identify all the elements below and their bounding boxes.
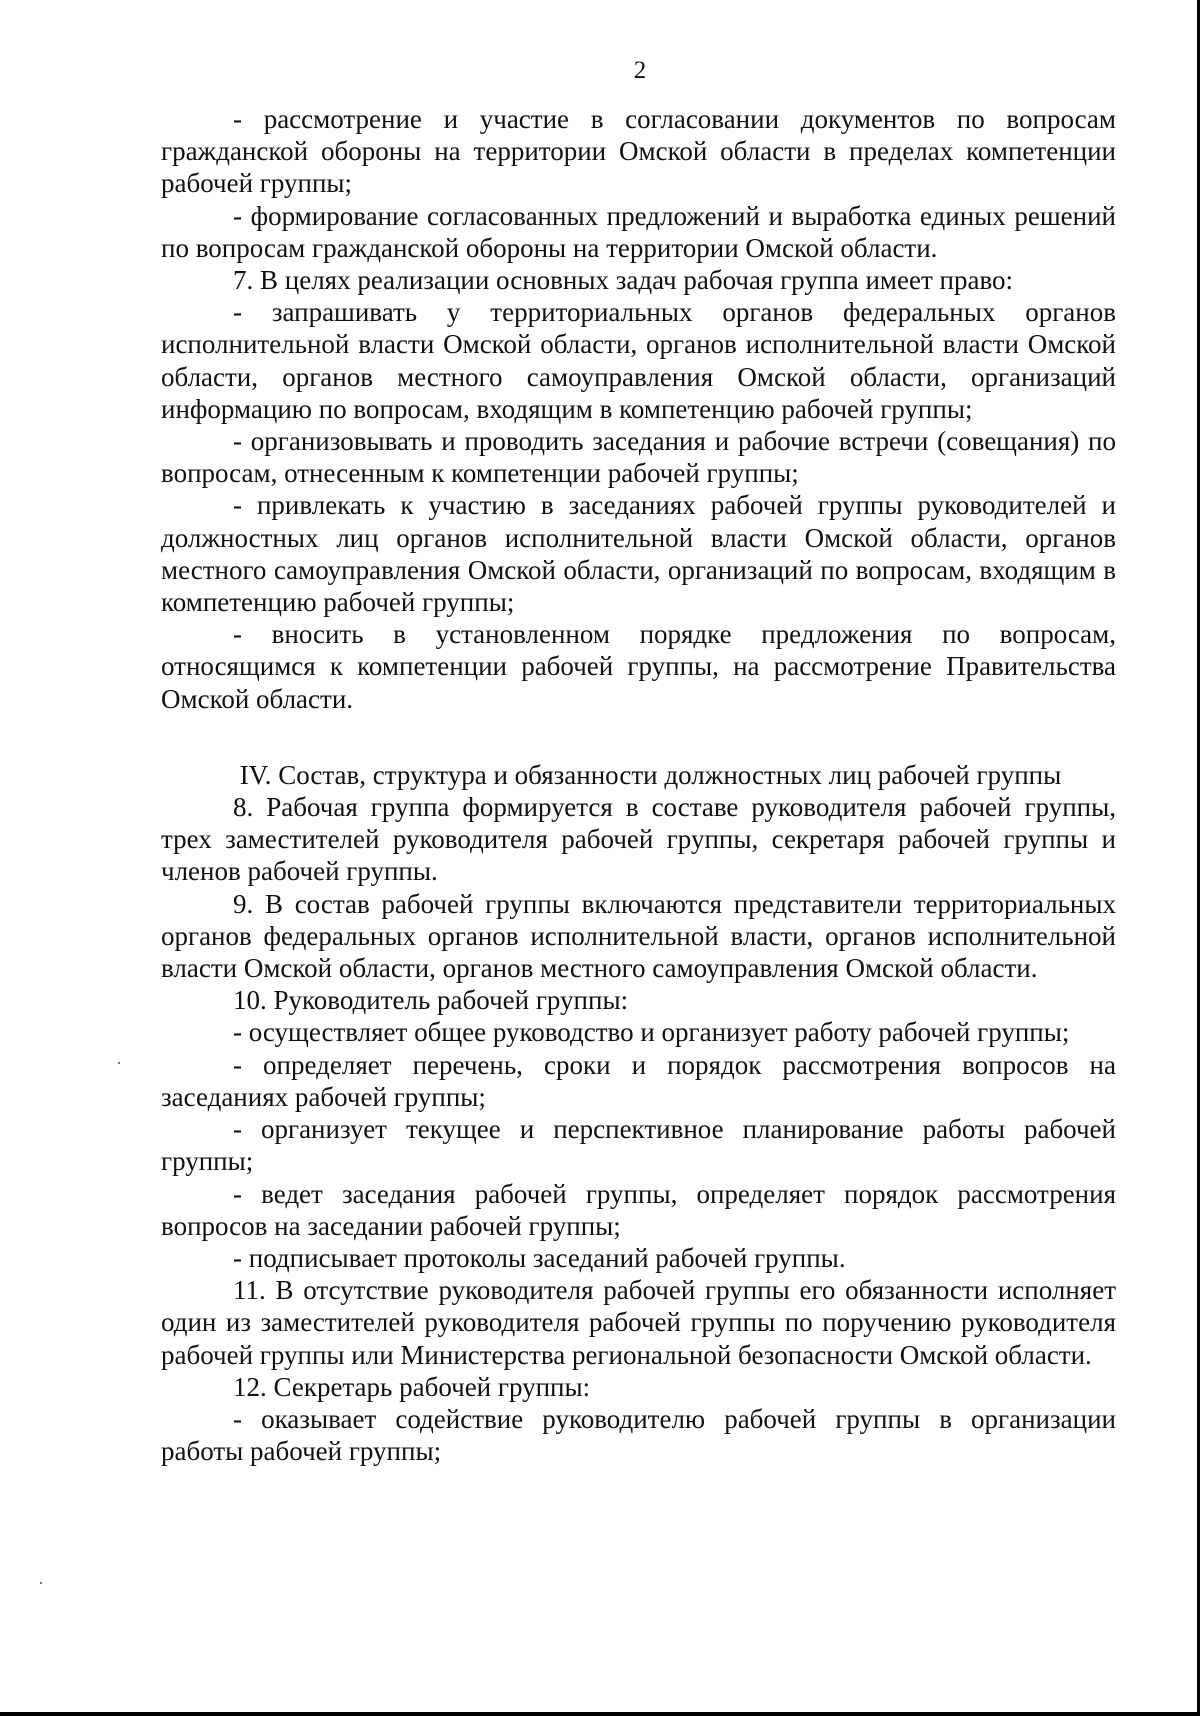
- scan-artifact-dot: [118, 1062, 120, 1064]
- paragraph: - привлекать к участию в заседаниях рабочей группы руководителей и должностных лиц органов исполнительной власти Омской области, органов местного самоуправления Омской области, организаций по вопросам, входящим в компетенцию рабочей группы;: [161, 490, 1116, 618]
- paragraph: - ведет заседания рабочей группы, определяет порядок рассмотрения вопросов на заседании рабочей группы;: [161, 1178, 1116, 1241]
- paragraph: - запрашивать у территориальных органов федеральных органов исполнительной власти Омской области, органов исполнительной власти Омской области, органов местного самоуправления Омской области, организаций информацию по вопросам, входящим в компетенцию рабочей группы;: [161, 297, 1116, 424]
- paragraph: 9. В состав рабочей группы включаются представители территориальных органов федеральных органов исполнительной власти, органов исполнительной власти Омской области, органов местного самоуправления Омской области.: [161, 888, 1116, 984]
- paragraph: - определяет перечень, сроки и порядок рассмотрения вопросов на заседаниях рабочей группы;: [161, 1049, 1116, 1112]
- document-body: [161, 103, 1116, 1467]
- paragraph: 10. Руководитель рабочей группы:: [233, 985, 629, 1016]
- paragraph: - организовывать и проводить заседания и рабочие встречи (совещания) по вопросам, отнесенным к компетенции рабочей группы;: [161, 426, 1116, 489]
- paragraph: - вносить в установленном порядке предложения по вопросам, относящимся к компетенции рабочей группы, на рассмотрение Правительства Омской области.: [161, 619, 1116, 714]
- paragraph: 7. В целях реализации основных задач рабочая группа имеет право:: [233, 265, 1014, 296]
- paragraph: 12. Секретарь рабочей группы:: [233, 1371, 591, 1402]
- paragraph: - организует текущее и перспективное планирование работы рабочей группы;: [161, 1114, 1116, 1177]
- paragraph: - подписывает протоколы заседаний рабочей группы.: [233, 1242, 846, 1273]
- scan-edge-bottom: [0, 1712, 1200, 1716]
- section-heading: IV. Состав, структура и обязанности должностных лиц рабочей группы: [239, 759, 1062, 790]
- paragraph: - осуществляет общее руководство и организует работу рабочей группы;: [233, 1017, 1070, 1048]
- paragraph: - оказывает содействие руководителю рабочей группы в организации работы рабочей группы;: [161, 1403, 1116, 1467]
- paragraph: 11. В отсутствие руководителя рабочей группы его обязанности исполняет один из заместителей руководителя рабочей группы по поручению руководителя рабочей группы или Министерства региональной безопасности Омской области.: [161, 1275, 1116, 1370]
- page-number: 2: [633, 57, 647, 84]
- paragraph: - формирование согласованных предложений и выработка единых решений по вопросам гражданской обороны на территории Омской области.: [161, 200, 1116, 263]
- paragraph: 8. Рабочая группа формируется в составе руководителя рабочей группы, трех заместителей руководителя рабочей группы, секретаря рабочей группы и членов рабочей группы.: [161, 792, 1116, 887]
- scan-artifact-dot: [40, 1582, 42, 1584]
- paragraph: - рассмотрение и участие в согласовании документов по вопросам гражданской обороны на территории Омской области в пределах компетенции рабочей группы;: [161, 104, 1116, 199]
